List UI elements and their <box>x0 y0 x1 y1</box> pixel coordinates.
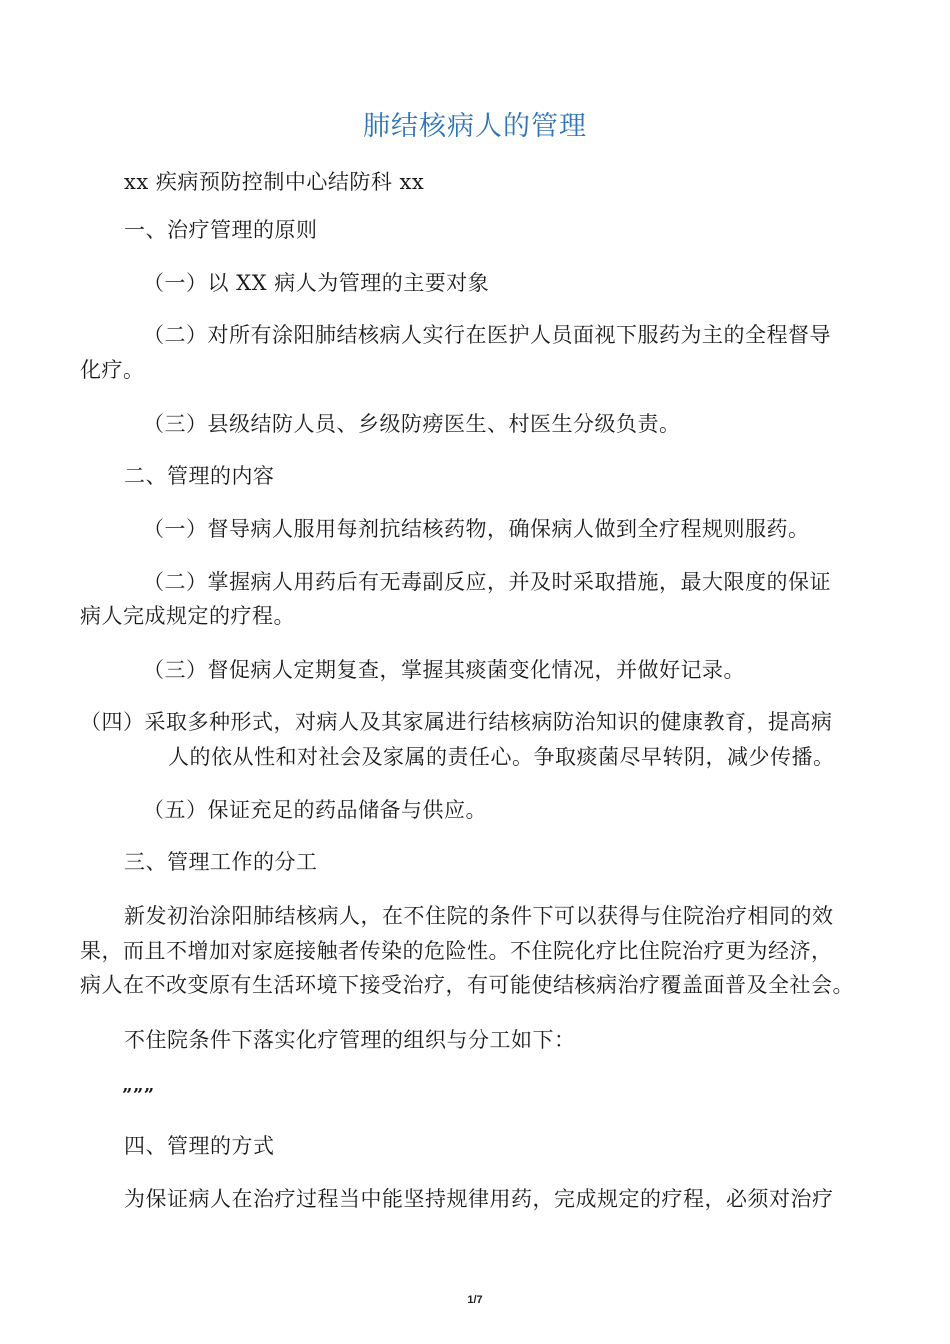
section-heading-2: 二、管理的内容 <box>124 464 275 488</box>
section1-item-2-line2: 化疗。 <box>80 358 145 382</box>
section2-item-5: （五）保证充足的药品储备与供应。 <box>143 798 487 822</box>
section3-paragraph-2: 不住院条件下落实化疗管理的组织与分工如下： <box>124 1028 576 1052</box>
section-heading-1: 一、治疗管理的原则 <box>124 218 318 242</box>
document-title: 肺结核病人的管理 <box>363 111 587 142</box>
section-heading-4: 四、管理的方式 <box>124 1134 275 1158</box>
section3-paragraph-line3: 病人在不改变原有生活环境下接受治疗，有可能使结核病治疗覆盖面普及全社会。 <box>80 973 854 997</box>
section1-item-2-line1: （二）对所有涂阳肺结核病人实行在医护人员面视下服药为主的全程督导 <box>143 323 831 347</box>
section3-paragraph-line1: 新发初治涂阳肺结核病人，在不住院的条件下可以获得与住院治疗相同的效 <box>124 904 834 928</box>
page-number: 1/7 <box>467 1294 483 1306</box>
section3-paragraph-line2: 果，而且不增加对家庭接触者传染的危险性。不住院化疗比住院治疗更为经济， <box>80 939 833 963</box>
section2-item-1: （一）督导病人服用每剂抗结核药物，确保病人做到全疗程规则服药。 <box>143 517 810 541</box>
section1-item-3: （三）县级结防人员、乡级防痨医生、村医生分级负责。 <box>143 412 681 436</box>
quote-marks: ””” <box>122 1085 155 1106</box>
author-line: xx 疾病预防控制中心结防科 xx <box>124 170 425 194</box>
section2-item-4-line1: （四）采取多种形式，对病人及其家属进行结核病防治知识的健康教育，提高病 <box>80 710 833 734</box>
section2-item-2-line1: （二）掌握病人用药后有无毒副反应，并及时采取措施，最大限度的保证 <box>143 570 831 594</box>
section4-paragraph-line1: 为保证病人在治疗过程当中能坚持规律用药，完成规定的疗程，必须对治疗 <box>124 1187 834 1211</box>
section2-item-3: （三）督促病人定期复查，掌握其痰菌变化情况，并做好记录。 <box>143 658 745 682</box>
section2-item-2-line2: 病人完成规定的疗程。 <box>80 604 295 628</box>
section2-item-4-line2: 人的依从性和对社会及家属的责任心。争取痰菌尽早转阴，减少传播。 <box>168 745 835 769</box>
section-heading-3: 三、管理工作的分工 <box>124 850 318 874</box>
section1-item-1: （一）以 XX 病人为管理的主要对象 <box>143 271 490 295</box>
